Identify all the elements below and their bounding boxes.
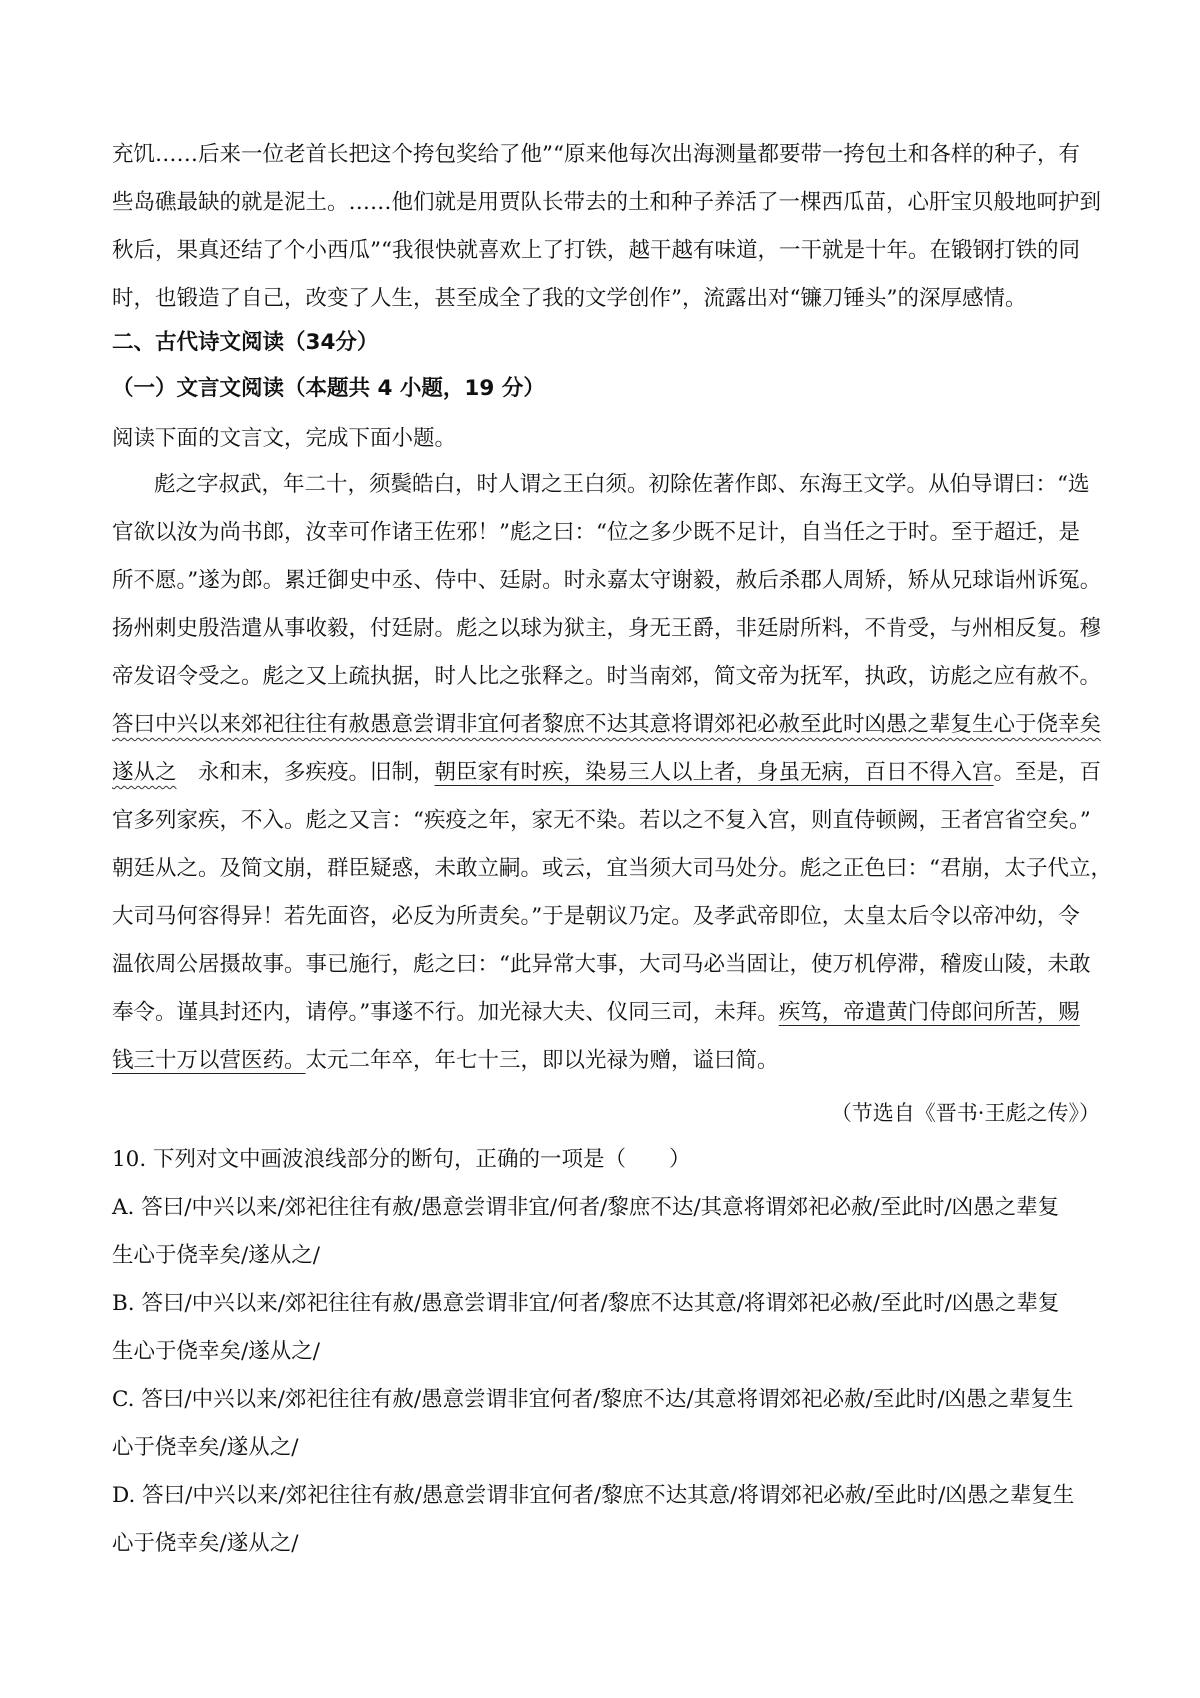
section-title: 二、古代诗文阅读（34分） (112, 330, 379, 355)
question-stem: 10. 下列对文中画波浪线部分的断句，正确的一项是（ ） (112, 1147, 691, 1172)
passage-line-13: 钱三十万以营医药。太元二年卒，年七十三，即以光禄为赠，谥曰简。 (112, 1048, 779, 1073)
passage-line-12: 奉令。谨具封还内，请停。”事遂不行。加光禄大夫、仪同三司，未拜。疾笃，帝遣黄门侍郎问所苦，赐 (112, 1000, 1080, 1025)
passage-line-5: 帝发诏令受之。彪之又上疏执据，时人比之张释之。时当南郊，简文帝为抚军，执政，访彪之应有赦不。 (112, 664, 1102, 689)
passage-line-11: 温依周公居摄故事。事已施行，彪之曰：“此异常大事，大司马必当固让，使万机停滞，稽废山陵，未敢 (112, 952, 1091, 977)
passage-line-3: 所不愿。”遂为郎。累迁御史中丞、侍中、廷尉。时永嘉太守谢毅，赦后杀郡人周矫，矫从兄球诣州诉冤。 (112, 568, 1102, 593)
section-subtitle: （一）文言文阅读（本题共 4 小题，19 分） (112, 376, 545, 401)
intro-line-1: 充饥……后来一位老首长把这个挎包奖给了他”“原来他每次出海测量都要带一挎包土和各样的种子，有 (112, 142, 1080, 167)
underlined-sentence-1: 朝臣家有时疾，染易三人以上者，身虽无病，百日不得入宫 (434, 760, 994, 785)
reading-instruction: 阅读下面的文言文，完成下面小题。 (112, 426, 457, 451)
option-d-line-1: D. 答曰/中兴以来/郊祀往往有赦/愚意尝谓非宜何者/黎庶不达其意/将谓郊祀必赦/至此时/凶愚之辈复生 (112, 1483, 1075, 1508)
passage-line-8: 官多列家疾，不入。彪之又言：“疾疫之年，家无不染。若以之不复入宫，则直侍顿阙，王者宫省空矣。” (112, 808, 1091, 833)
option-a-line-2: 生心于侥幸矣/遂从之/ (112, 1243, 320, 1268)
option-a-line-1: A. 答曰/中兴以来/郊祀往往有赦/愚意尝谓非宜/何者/黎庶不达/其意将谓郊祀必赦/至此时/凶愚之辈复 (112, 1195, 1060, 1220)
passage-line-7: 遂从之 永和末，多疾疫。旧制，朝臣家有时疾，染易三人以上者，身虽无病，百日不得入宫。至是，百 (112, 760, 1102, 785)
option-b-line-1: B. 答曰/中兴以来/郊祀往往有赦/愚意尝谓非宜/何者/黎庶不达其意/将谓郊祀必赦/至此时/凶愚之辈复 (112, 1291, 1060, 1316)
passage-line-2: 官欲以汝为尚书郎，汝幸可作诸王佐邪！”彪之曰：“位之多少既不足计，自当任之于时。至于超迁，是 (112, 520, 1080, 545)
option-b-line-2: 生心于侥幸矣/遂从之/ (112, 1339, 320, 1364)
passage-line-10: 大司马何容得异！若先面咨，必反为所责矣。”于是朝议乃定。及孝武帝即位，太皇太后令以帝冲幼，令 (112, 904, 1080, 929)
wavy-underlined-text: 答曰中兴以来郊祀往往有赦愚意尝谓非宜何者黎庶不达其意将谓郊祀必赦至此时凶愚之辈复生心于侥幸矣 (112, 712, 1102, 737)
intro-line-3: 秋后，果真还结了个小西瓜”“我很快就喜欢上了打铁，越干越有味道，一干就是十年。在锻钢打铁的同 (112, 238, 1080, 263)
passage-line-1: 彪之字叔武，年二十，须鬓皓白，时人谓之王白须。初除佐著作郎、东海王文学。从伯导谓曰：“选 (154, 472, 1090, 497)
wavy-underlined-text-end: 遂从之 (112, 760, 177, 785)
underlined-sentence-2: 疾笃，帝遣黄门侍郎问所苦，赐 (778, 1000, 1080, 1025)
intro-line-4: 时，也锻造了自己，改变了人生，甚至成全了我的文学创作”，流露出对“镰刀锤头”的深厚感情。 (112, 286, 1027, 311)
option-d-line-2: 心于侥幸矣/遂从之/ (112, 1531, 299, 1556)
underlined-sentence-2-end: 钱三十万以营医药。 (112, 1048, 306, 1073)
passage-line-9: 朝廷从之。及简文崩，群臣疑惑，未敢立嗣。或云，宜当须大司马处分。彪之正色曰：“君崩，太子代立， (112, 856, 1112, 881)
passage-line-6 (112, 710, 1102, 740)
passage-line-4: 扬州刺史殷浩遣从事收毅，付廷尉。彪之以球为狱主，身无王爵，非廷尉所料，不肯受，与州相反复。穆 (112, 616, 1102, 641)
intro-line-2: 些岛礁最缺的就是泥土。……他们就是用贾队长带去的土和种子养活了一棵西瓜苗，心肝宝贝般地呵护到 (112, 190, 1102, 215)
passage-source: （节选自《晋书·王彪之传》） (830, 1101, 1100, 1125)
option-c-line-1: C. 答曰/中兴以来/郊祀往往有赦/愚意尝谓非宜何者/黎庶不达/其意将谓郊祀必赦/至此时/凶愚之辈复生 (112, 1387, 1074, 1412)
option-c-line-2: 心于侥幸矣/遂从之/ (112, 1435, 299, 1460)
